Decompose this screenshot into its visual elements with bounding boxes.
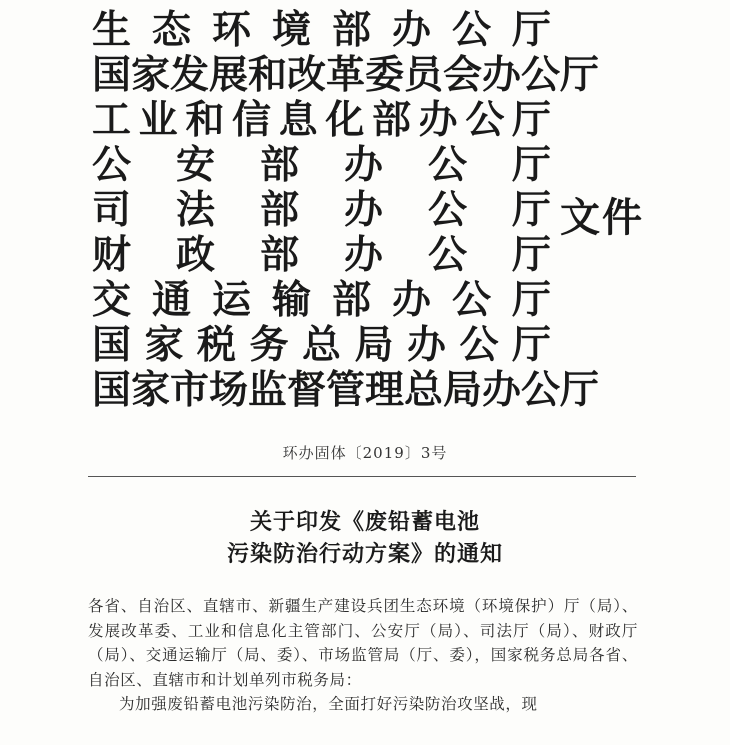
issuing-agencies bbox=[92, 7, 600, 413]
title-line: 关于印发《废铅蓄电池 bbox=[249, 509, 480, 535]
document-title bbox=[0, 506, 730, 570]
title-line: 污染防治行动方案》的通知 bbox=[226, 541, 503, 567]
agency-name: 工业和信息化部办公厅 bbox=[92, 97, 552, 143]
agency-name: 生态环境部办公厅 bbox=[92, 7, 552, 53]
agency-name: 公安部办公厅 bbox=[92, 142, 552, 188]
agency-name: 国家发展和改革委员会办公厅 bbox=[92, 52, 600, 98]
agency-name: 交通运输部办公厅 bbox=[92, 277, 552, 323]
agency-name: 司法部办公厅 bbox=[92, 187, 552, 233]
agency-name: 国家市场监督管理总局办公厅 bbox=[92, 367, 600, 413]
agency-name: 财政部办公厅 bbox=[92, 232, 552, 278]
document-suffix: 文件 bbox=[560, 194, 644, 241]
document-body bbox=[88, 594, 638, 717]
header-divider bbox=[88, 476, 636, 477]
addressees: 各省、自治区、直辖市、新疆生产建设兵团生态环境（环境保护）厅（局）、发展改革委、工业和信息化主管部门、公安厅（局）、司法厅（局）、财政厅（局）、交通运输厅（局、委）、市场监管局（厅、委），国家税务总局各省、自治区、直辖市和计划单列市税务局： bbox=[88, 597, 638, 689]
document-number: 环办固体〔2019〕3号 bbox=[282, 444, 448, 462]
body-paragraph: 为加强废铅蓄电池污染防治，全面打好污染防治攻坚战，现 bbox=[119, 695, 538, 713]
agency-name: 国家税务总局办公厅 bbox=[92, 322, 552, 368]
